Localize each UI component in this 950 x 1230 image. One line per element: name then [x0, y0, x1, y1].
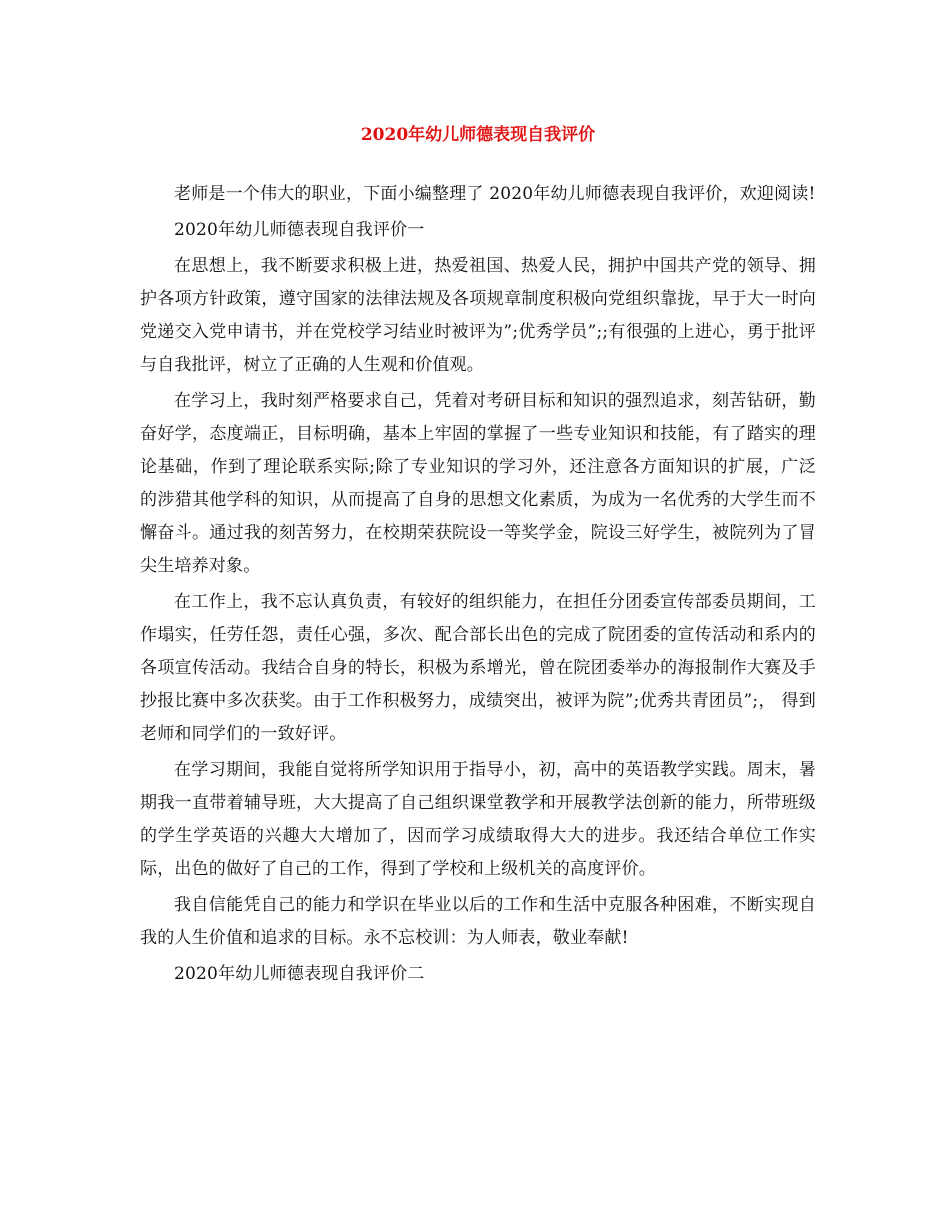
paragraph-confidence: 我自信能凭自己的能力和学识在毕业以后的工作和生活中克服各种困难，不断实现自我的人生价值和追求的目标。永不忘校训：为人师表，敬业奉献!: [140, 895, 816, 948]
paragraph-ideology: 在思想上，我不断要求积极上进，热爱祖国、热爱人民，拥护中国共产党的领导、拥护各项方针政策，遵守国家的法律法规及各项规章制度积极向党组织靠拢，早于大一时向党递交入党申请书，并在党校学习结业时被评为”;优秀学员”;;有很强的上进心，勇于批评与自我批评，树立了正确的人生观和价值观。: [140, 256, 816, 375]
paragraph-work: 在工作上，我不忘认真负责，有较好的组织能力，在担任分团委宣传部委员期间，工作塌实，任劳任怨，责任心强，多次、配合部长出色的完成了院团委的宣传活动和系内的各项宣传活动。我结合自身的特长，积极为系增光，曾在院团委举办的海报制作大赛及手抄报比赛中多次获奖。由于工作积极努力，成绩突出，被评为院”;优秀共青团员”;， 得到老师和同学们的一致好评。: [140, 592, 816, 744]
intro-paragraph: 老师是一个伟大的职业，下面小编整理了 2020年幼儿师德表现自我评价，欢迎阅读!: [174, 184, 816, 204]
section-heading-1: 2020年幼儿师德表现自我评价一: [174, 220, 425, 240]
paragraph-study: 在学习上，我时刻严格要求自己，凭着对考研目标和知识的强烈追求，刻苦钻研，勤奋好学，态度端正，目标明确，基本上牢固的掌握了一些专业知识和技能，有了踏实的理论基础，作到了理论联系实际;除了专业知识的学习外，还注意各方面知识的扩展，广泛的涉猎其他学科的知识，从而提高了自身的思想文化素质，为成为一名优秀的大学生而不懈奋斗。通过我的刻苦努力，在校期荣获院设一等奖学金，院设三好学生，被院列为了冒尖生培养对象。: [140, 391, 816, 576]
section-heading-2: 2020年幼儿师德表现自我评价二: [174, 964, 425, 984]
paragraph-teaching-practice: 在学习期间，我能自觉将所学知识用于指导小，初，高中的英语教学实践。周末，暑期我一直带着辅导班，大大提高了自己组织课堂教学和开展教学法创新的能力，所带班级的学生学英语的兴趣大大增加了，因而学习成绩取得大大的进步。我还结合单位工作实际，出色的做好了自己的工作，得到了学校和上级机关的高度评价。: [140, 760, 816, 879]
document-page: [140, 120, 816, 991]
document-title: 2020年幼儿师德表现自我评价: [360, 125, 596, 145]
